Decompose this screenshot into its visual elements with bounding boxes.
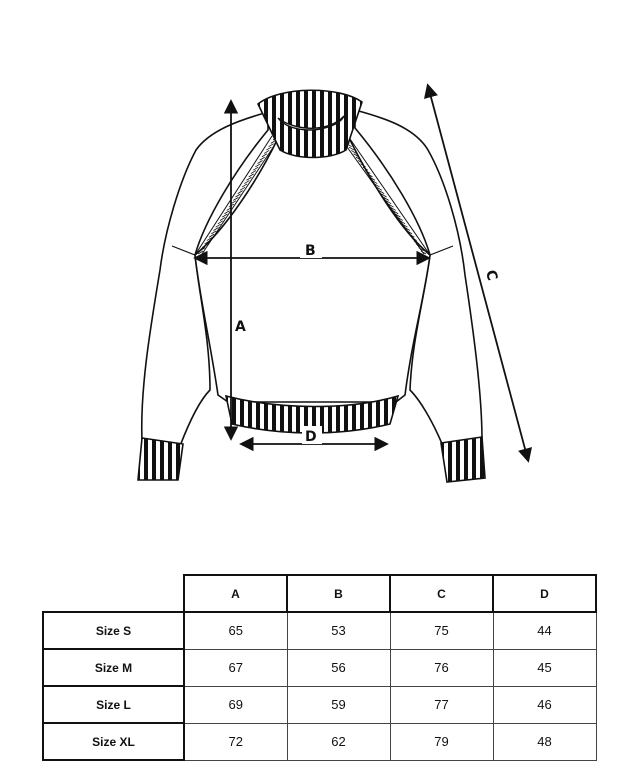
size-chart-table — [42, 574, 597, 761]
measurement-cell: 79 — [390, 723, 493, 760]
row-header-size: Size M — [43, 649, 184, 686]
table-row — [43, 686, 596, 723]
left-underarm — [172, 246, 195, 255]
measurement-cell: 72 — [184, 723, 287, 760]
label-a: A — [235, 319, 246, 335]
measurement-cell: 76 — [390, 649, 493, 686]
measurement-cell: 44 — [493, 612, 596, 649]
sweater-outline — [142, 110, 482, 446]
label-c: C — [482, 268, 501, 283]
table-corner-cell — [43, 575, 184, 612]
measurement-cell: 46 — [493, 686, 596, 723]
measurement-cell: 59 — [287, 686, 390, 723]
right-cuff — [441, 437, 485, 482]
arrow-c — [428, 86, 528, 460]
row-header-size: Size L — [43, 686, 184, 723]
measurement-cell: 62 — [287, 723, 390, 760]
column-header-c: C — [390, 575, 493, 612]
row-header-size: Size S — [43, 612, 184, 649]
table-row — [43, 649, 596, 686]
column-header-a: A — [184, 575, 287, 612]
measurement-cell: 56 — [287, 649, 390, 686]
measurement-cell: 77 — [390, 686, 493, 723]
label-b: B — [305, 243, 316, 259]
measurement-cell: 45 — [493, 649, 596, 686]
column-header-d: D — [493, 575, 596, 612]
row-header-size: Size XL — [43, 723, 184, 760]
measurement-cell: 48 — [493, 723, 596, 760]
measurement-cell: 69 — [184, 686, 287, 723]
measurement-cell: 65 — [184, 612, 287, 649]
measurement-cell: 75 — [390, 612, 493, 649]
right-underarm — [430, 246, 453, 255]
column-header-b: B — [287, 575, 390, 612]
left-cuff — [138, 438, 183, 480]
table-header-row — [43, 575, 596, 612]
label-d: D — [305, 429, 317, 445]
measurement-cell: 67 — [184, 649, 287, 686]
table-row — [43, 723, 596, 760]
table-row — [43, 612, 596, 649]
measurement-cell: 53 — [287, 612, 390, 649]
